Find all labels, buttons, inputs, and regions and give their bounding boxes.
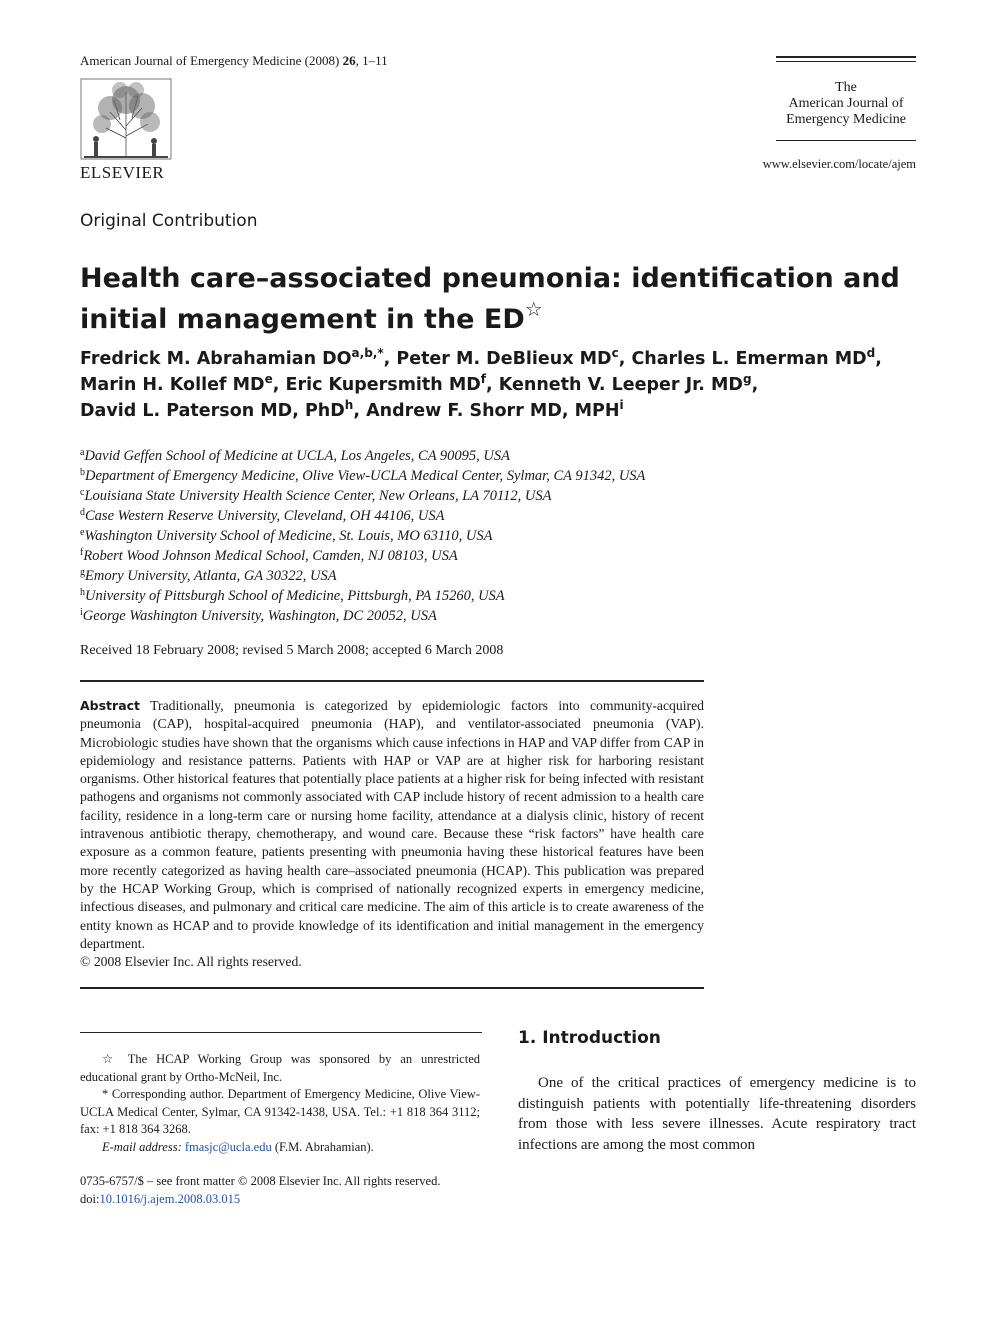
email-footnote: E-mail address: fmasjc@ucla.edu (F.M. Abrahamian).: [102, 1139, 374, 1154]
introduction-text: [518, 1073, 916, 1155]
abstract-text: Traditionally, pneumonia is categorized by epidemiologic factors into community-acquired pneumonia (CAP), hospital-acquired pneumonia (HAP), and ventilator-associated pneumonia (VAP). Microbiologic studies have shown that the organisms which cause infections in HAP and VAP differ from CAP in epidemiology and resistance patterns. Patients with HAP or VAP are at higher risk for harboring resistant organisms. Other historical features that potentially place patients at a higher risk for being infected with resistant pathogens and organisms not commonly associated with CAP include history of recent admission to a health care facility, residence in a long-term care or nursing home facility, attendance at a dialysis clinic, history of recent intravenous antibiotic therapy, chemotherapy, and wound care. Because these “risk factors” have health care exposure as a common feature, patients presenting with pneumonia having these historical features have been more recently categorized as having health care–associated pneumonia (HCAP). This publication was prepared by the HCAP Working Group, which is comprised of nationally recognized experts in emergency medicine, infectious diseases, and pulmonary and critical care medicine. The aim of this article is to create awareness of the entity known as HCAP and to provide knowledge of its identification and initial management in the emergency department.: [80, 698, 704, 951]
journal-citation: American Journal of Emergency Medicine (2008) 26, 1–11: [80, 53, 388, 68]
abstract-copyright: © 2008 Elsevier Inc. All rights reserved.: [80, 954, 302, 970]
footnote-rule: [80, 1032, 482, 1033]
journal-title: The American Journal of Emergency Medicine: [786, 80, 906, 127]
author-name: Eric Kupersmith MD: [285, 375, 481, 395]
author-name: Kenneth V. Leeper Jr. MD: [498, 375, 743, 395]
body-paragraph: One of the critical practices of emergency medicine is to distinguish patients with potentially life-threatening disorders from those with less severe illnesses. Acute respiratory tract infections are among the most common: [518, 1075, 916, 1153]
journal-masthead: [776, 56, 916, 141]
author-affiliation-marker[interactable]: i: [619, 398, 624, 412]
abstract-rule-bottom: [80, 987, 704, 989]
email-link[interactable]: fmasjc@ucla.edu: [184, 1139, 272, 1154]
abstract: [80, 697, 704, 971]
abstract-rule-top: [80, 680, 704, 682]
affiliation-item: $^e$Washington University School of Medicine, St. Louis, MO 63110, USA: [80, 527, 493, 544]
author-affiliation-marker[interactable]: g: [742, 372, 752, 386]
author-name: Peter M. DeBlieux MD: [396, 349, 612, 369]
author-affiliation-marker[interactable]: h: [344, 398, 354, 412]
affiliation-list: [80, 446, 840, 626]
author-name: David L. Paterson MD, PhD: [80, 401, 345, 421]
title-footnote-marker[interactable]: ☆: [524, 297, 543, 321]
abstract-label: Abstract: [80, 698, 141, 713]
author-name: Andrew F. Shorr MD, MPH: [366, 401, 620, 421]
corresponding-author-footnote: * Corresponding author. Department of Emergency Medicine, Olive View-UCLA Medical Center, Sylmar, CA 91342-1438, USA. Tel.: +1 818 364 3112; fax: +1 818 364 3268.: [80, 1087, 480, 1136]
journal-url-link[interactable]: www.elsevier.com/locate/ajem: [762, 157, 916, 171]
section-type: Original Contribution: [80, 211, 258, 231]
affiliation-item: $^f$Robert Wood Johnson Medical School, Camden, NJ 08103, USA: [80, 547, 458, 564]
author-name: Charles L. Emerman MD: [631, 349, 867, 369]
author-affiliation-marker[interactable]: a,b,*: [351, 346, 384, 360]
affiliation-item: $^d$Case Western Reserve University, Cleveland, OH 44106, USA: [80, 507, 445, 524]
article-dates: Received 18 February 2008; revised 5 March 2008; accepted 6 March 2008: [80, 643, 504, 658]
affiliation-item: $^g$Emory University, Atlanta, GA 30322, USA: [80, 567, 337, 584]
section-heading-introduction: 1. Introduction: [518, 1028, 661, 1048]
front-matter-copyright: 0735-6757/$ – see front matter © 2008 Elsevier Inc. All rights reserved. doi:10.1016/j.ajem.2008.03.015: [80, 1174, 441, 1206]
journal-volume: 26: [342, 53, 356, 68]
author-affiliation-marker[interactable]: c: [611, 346, 619, 360]
publisher-name: ELSEVIER: [80, 163, 165, 182]
author-affiliation-marker[interactable]: d: [866, 346, 876, 360]
affiliation-item: $^c$Louisiana State University Health Science Center, New Orleans, LA 70112, USA: [80, 487, 552, 504]
masthead-rule-bottom: [776, 140, 916, 141]
author-name: Marin H. Kollef MD: [80, 375, 265, 395]
affiliation-item: $^h$University of Pittsburgh School of Medicine, Pittsburgh, PA 15260, USA: [80, 587, 505, 604]
author-affiliation-marker[interactable]: f: [480, 372, 487, 386]
funding-footnote: ☆ The HCAP Working Group was sponsored by an unrestricted educational grant by Ortho-McNeil, Inc.: [80, 1052, 480, 1084]
affiliation-item: $^b$Department of Emergency Medicine, Olive View-UCLA Medical Center, Sylmar, CA 91342, USA: [80, 467, 646, 484]
author-list: Fredrick M. Abrahamian $DO^{a,b,*}$, Peter M. DeBlieux $MD^c$, Charles L. Emerman $MD^d$, Marin H. Kollef MDe, Eric Kupersmith $MD^f$, Kenneth V. Leeper Jr. $MD^g$, David L. Paterson MD, PhD$^h$, Andrew F. Shorr MD, MPH$^i$: [80, 346, 882, 421]
doi-link[interactable]: 10.1016/j.ajem.2008.03.015: [99, 1192, 241, 1206]
masthead-rule-second: [776, 61, 916, 62]
author-name: Fredrick M. Abrahamian DO: [80, 349, 352, 369]
author-affiliation-marker[interactable]: e: [264, 372, 273, 386]
footnotes: [80, 1051, 480, 1156]
affiliation-item: $^a$David Geffen School of Medicine at UCLA, Los Angeles, CA 90095, USA: [80, 447, 511, 464]
masthead-rule-top: [776, 56, 916, 58]
article-title: Health care–associated pneumonia: identification and initial management in the ED☆: [80, 263, 900, 335]
affiliation-item: $^i$George Washington University, Washington, DC 20052, USA: [80, 607, 437, 624]
